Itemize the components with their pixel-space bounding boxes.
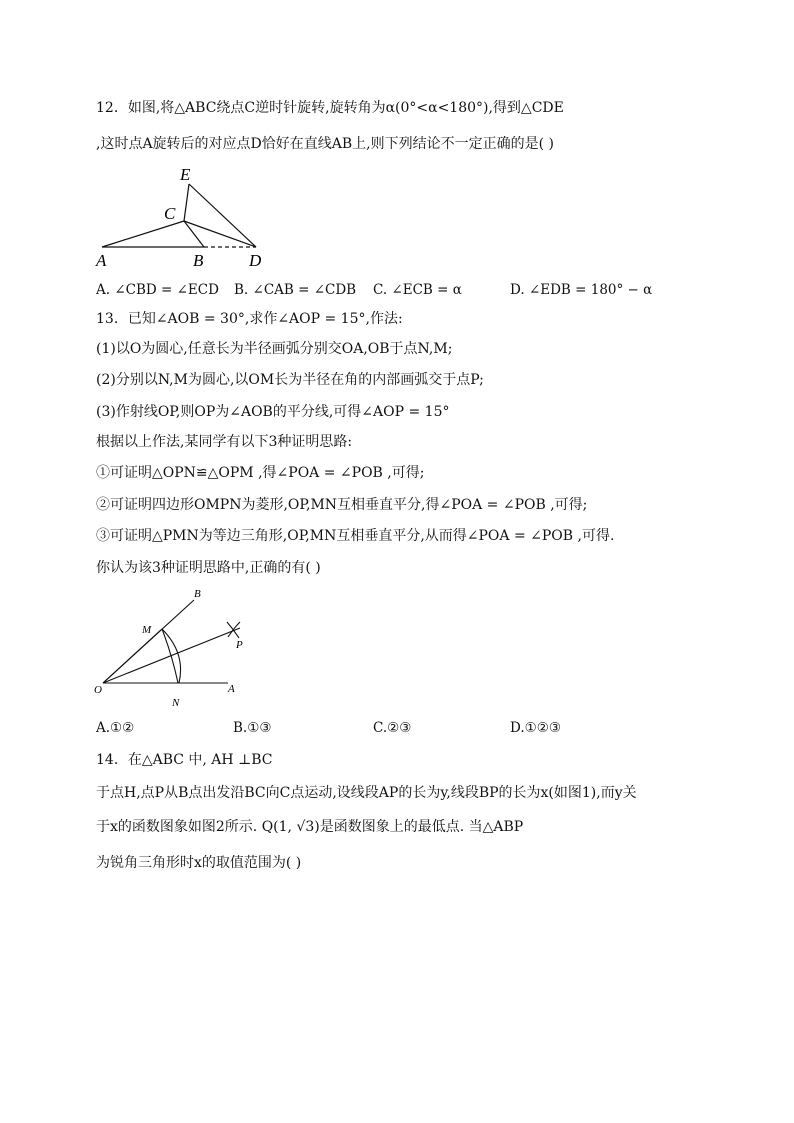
q13-figure	[90, 585, 260, 713]
segment-CD	[184, 221, 256, 247]
q13-idea3: ③可证明△PMN为等边三角形,OP,MN互相垂直平分,从而得∠POA = ∠POB ,可得.	[96, 528, 615, 544]
q14-stem-line1: 14．在△ABC 中, AH ⊥BC	[96, 752, 273, 768]
segment-ED	[189, 184, 256, 247]
label-D: D	[249, 251, 262, 270]
q13-option-a: A.①②	[96, 720, 135, 736]
q12-option-a: A. ∠CBD = ∠ECD	[96, 282, 219, 298]
q13-question: 你认为该3种证明思路中,正确的有( )	[96, 560, 321, 576]
label-P: P	[236, 639, 243, 651]
q13-step1: (1)以O为圆心,任意长为半径画弧分别交OA,OB于点N,M;	[96, 341, 453, 357]
q13-option-d: D.①②③	[510, 720, 561, 736]
q12-stem-line1: 12．如图,将△ABC绕点C逆时针旋转,旋转角为α(0°<α<180°),得到△CDE	[96, 100, 564, 116]
label-B: B	[193, 251, 204, 270]
segment-AC	[102, 221, 184, 247]
label-A: A	[228, 683, 235, 695]
q12-option-b: B. ∠CAB = ∠CDB	[234, 282, 357, 298]
label-B: B	[194, 588, 201, 600]
q13-step3: (3)作射线OP,则OP为∠AOB的平分线,可得∠AOP = 15°	[96, 404, 450, 420]
q13-idea1: ①可证明△OPN≌△OPM ,得∠POA = ∠POB ,可得;	[96, 465, 425, 481]
label-E: E	[180, 165, 191, 184]
label-O: O	[94, 684, 102, 696]
label-C: C	[164, 204, 176, 223]
q14-stem-line2: 于点H,点P从B点出发沿BC向C点运动,设线段AP的长为y,线段BP的长为x(如图1),而y关	[96, 785, 637, 801]
q12-option-c: C. ∠ECB = α	[373, 282, 462, 298]
q13-option-b: B.①③	[233, 720, 272, 736]
q12-stem-line2: ,这时点A旋转后的对应点D恰好在直线AB上,则下列结论不一定正确的是( )	[96, 136, 555, 152]
q14-stem-line3: 于x的函数图象如图2所示. Q(1, √3)是函数图象上的最低点. 当△ABP	[96, 819, 524, 835]
segment-CE	[184, 184, 189, 221]
q13-idea2: ②可证明四边形OMPN为菱形,OP,MN互相垂直平分,得∠POA = ∠POB ,可得;	[96, 497, 588, 513]
segment-OM-chord	[103, 629, 162, 683]
arc-near-P-2	[228, 622, 240, 637]
q12-figure	[92, 160, 272, 272]
q13-intro: 根据以上作法,某同学有以下3种证明思路:	[96, 434, 353, 450]
label-M: M	[142, 624, 152, 636]
q14-stem-line4: 为锐角三角形时x的取值范围为( )	[96, 855, 302, 871]
q12-option-d: D. ∠EDB = 180° − α	[510, 282, 653, 298]
label-A: A	[96, 251, 107, 270]
q13-option-c: C.②③	[373, 720, 412, 736]
q13-stem: 13．已知∠AOB = 30°,求作∠AOP = 15°,作法:	[96, 311, 403, 327]
q13-step2: (2)分别以N,M为圆心,以OM长为半径在角的内部画弧交于点P;	[96, 372, 484, 388]
label-N: N	[172, 697, 180, 709]
